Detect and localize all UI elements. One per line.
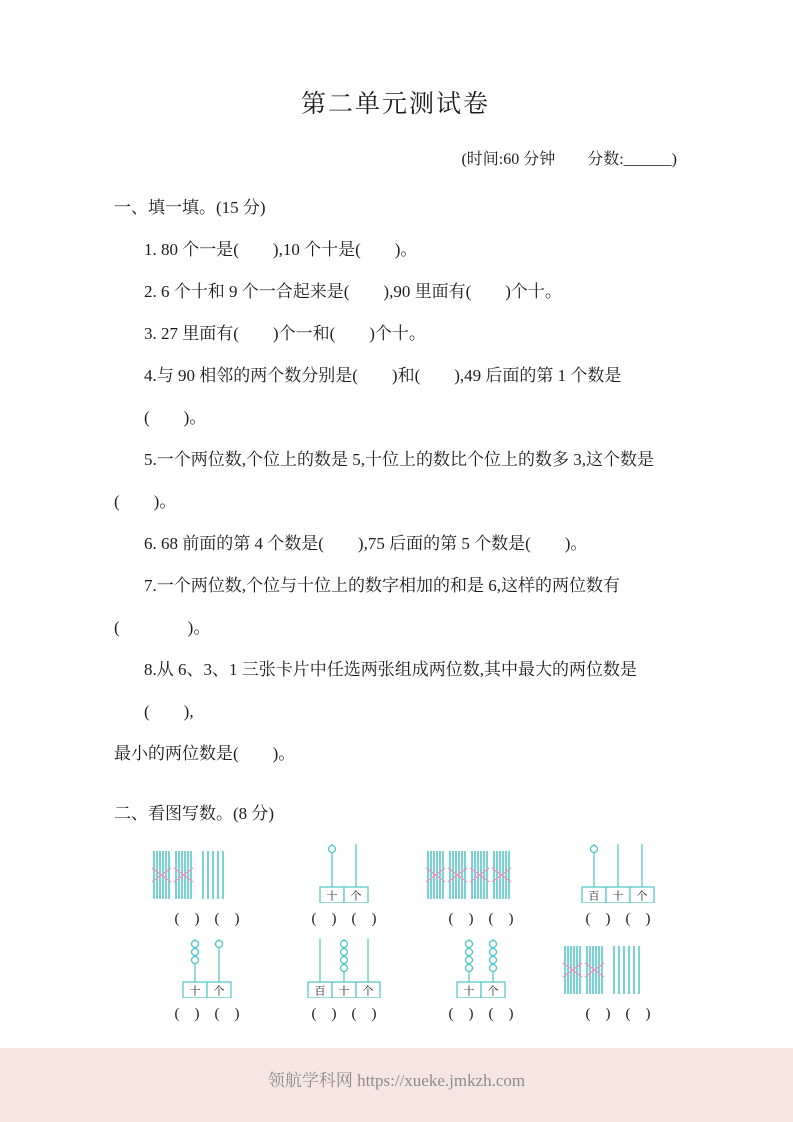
svg-text:十: 十 [463, 985, 475, 998]
answer-blank: ( ) ( ) [174, 1006, 240, 1022]
question-line: 3. 27 里面有( )个一和( )个十。 [144, 324, 426, 343]
counter-figure [285, 936, 403, 1023]
counter-figure [559, 841, 677, 928]
counter-figure [285, 841, 403, 928]
footer-bar [0, 1048, 793, 1122]
answer-blank: ( ) ( ) [448, 911, 514, 927]
svg-text:百: 百 [588, 890, 600, 903]
svg-text:十: 十 [612, 890, 624, 903]
answer-blank: ( ) ( ) [585, 1006, 651, 1022]
question-line: 1. 80 个一是( ),10 个十是( )。 [144, 240, 418, 259]
page-title: 第二单元测试卷 [300, 91, 490, 118]
section-2-title: 二、看图写数。(8 分) [114, 804, 275, 823]
question-line: 7.一个两位数,个位与十位上的数字相加的和是 6,这样的两位数有 [144, 576, 620, 595]
question-line: 6. 68 前面的第 4 个数是( ),75 后面的第 5 个数是( )。 [144, 534, 588, 553]
answer-blank: ( ) ( ) [585, 911, 651, 927]
svg-text:个: 个 [636, 890, 648, 903]
counter-figure [422, 936, 540, 1023]
svg-text:个: 个 [487, 985, 499, 998]
question-continuation-line: ( )。 [114, 618, 211, 637]
svg-text:个: 个 [213, 985, 225, 998]
svg-text:十: 十 [189, 985, 201, 998]
svg-text:十: 十 [326, 890, 338, 903]
sticks-figure [422, 841, 540, 928]
section-1-title: 一、填一填。(15 分) [114, 198, 266, 217]
answer-blank: ( ) ( ) [174, 911, 240, 927]
svg-text:个: 个 [350, 890, 362, 903]
svg-text:百: 百 [314, 985, 326, 998]
answer-blank: ( ) ( ) [311, 911, 377, 927]
answer-blank: ( ) ( ) [448, 1006, 514, 1022]
exam-meta: (时间:60 分钟 分数:______) [461, 151, 677, 168]
sticks-figure [148, 841, 266, 928]
counter-figure [148, 936, 266, 1023]
question-continuation-line: ( )。 [114, 492, 177, 511]
sticks-figure [559, 936, 677, 1023]
site-link: 领航学科网 https://xueke.jmkzh.com [267, 1071, 526, 1090]
question-continuation-line: 最小的两位数是( )。 [114, 744, 296, 763]
question-line: 5.一个两位数,个位上的数是 5,十位上的数比个位上的数多 3,这个数是 [144, 450, 654, 469]
answer-blank: ( ) ( ) [311, 1006, 377, 1022]
question-line: 4.与 90 相邻的两个数分别是( )和( ),49 后面的第 1 个数是( )。 [144, 366, 622, 427]
question-line: 2. 6 个十和 9 个一合起来是( ),90 里面有( )个十。 [144, 282, 562, 301]
figures-row-1 [114, 835, 677, 930]
question-line: 8.从 6、3、1 三张卡片中任选两张组成两位数,其中最大的两位数是( ), [144, 660, 637, 721]
svg-text:个: 个 [362, 985, 374, 998]
svg-text:十: 十 [338, 985, 350, 998]
figures-row-2 [114, 930, 677, 1025]
